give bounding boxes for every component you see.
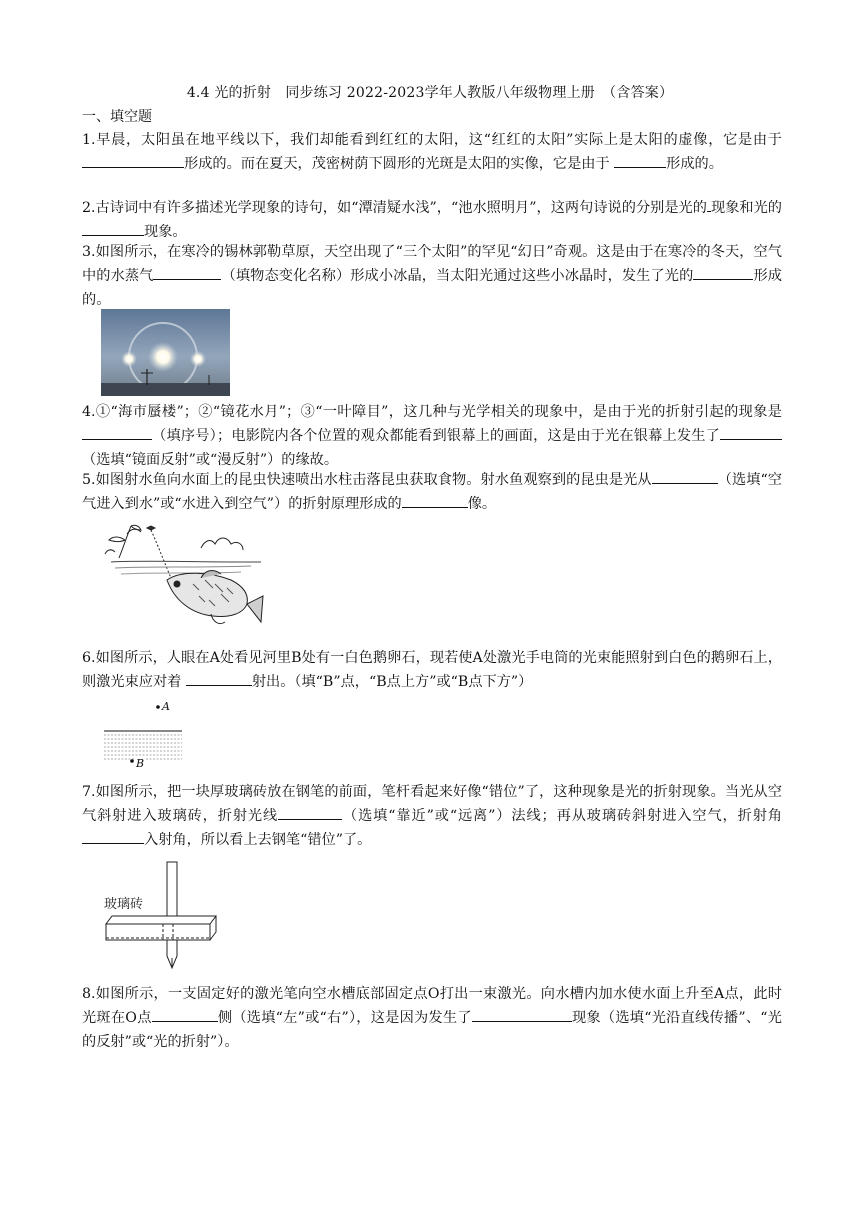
question-7-text-c: 入射角，所以看上去钢笔“错位”了。 [144,832,372,848]
question-8-blank-1[interactable] [152,1007,218,1022]
question-5 [82,468,782,516]
glass-brick-figure [100,858,218,972]
question-5-text-c: 像。 [467,496,497,512]
question-4-text-b: （填序号）；电影院内各个位置的观众都能看到银幕上的画面，这是由于光在银幕上发生了 [152,428,720,444]
question-5-blank-1[interactable] [652,469,718,484]
question-1-blank-2[interactable] [614,153,666,168]
question-5-text-a: 5.如图射水鱼向水面上的昆虫快速喷出水柱击落昆虫获取食物。射水鱼观察到的昆虫是光从 [82,472,652,488]
sun-dog-photo [101,309,230,396]
question-6 [82,646,782,694]
question-4-blank-2[interactable] [720,425,782,440]
question-3-text-a: 3.如图所示，在寒冷的锡林郭勒草原，天空出现了“三个太阳”的罕见“幻日”奇观。这是由于在寒冷的冬天，空气中的水蒸气 [82,244,782,284]
question-4-text-a: 4.①“海市蜃楼”；②“镜花水月”；③“一叶障目”，这几种与光学相关的现象中，是由于光的折射引起的现象是 [82,404,782,420]
question-2-blank-2[interactable] [82,221,144,236]
question-8-text-c: 现象（选填“光沿直线传播”、“光的反射”或“光的折射”）。 [82,1010,782,1050]
question-7-text-a: 7.如图所示，把一块厚玻璃砖放在钢笔的前面，笔杆看起来好像“错位”了，这种现象是光的折射现象。当光从空气斜射进入玻璃砖，折射光线 [82,784,782,824]
question-1-blank-1[interactable] [82,153,184,168]
question-3-blank-2[interactable] [693,265,753,280]
question-7-text-b: （选填“靠近”或“远离”）法线；再从玻璃砖斜射进入空气，折射角 [342,808,782,824]
question-7-blank-1[interactable] [278,805,342,820]
glass-brick-label: 玻璃砖 [104,897,144,912]
document-title: 4.4 光的折射 同步练习 2022-2023学年人教版八年级物理上册 （含答案） [186,85,674,101]
section-heading: 一、填空题 [82,109,152,125]
question-4-blank-1[interactable] [82,425,152,440]
question-6-text-b: 射出。（填“B”点，“B点上方”或“B点下方”） [251,674,533,690]
archer-fish-figure [101,518,281,630]
point-b-label: B [136,757,145,769]
point-a-label: A [162,700,170,713]
question-6-blank-1[interactable] [186,671,252,686]
question-3-blank-1[interactable] [153,265,221,280]
question-2-text-a: 2.古诗词中有许多描述光学现象的诗句，如“潭清疑水浅”，“池水照明月”，这两句诗说的分别是光的 [82,200,707,216]
question-2 [82,196,782,244]
question-2-text-c: 现象。 [144,224,187,240]
question-4-text-c: （选填“镜面反射”或“漫反射”）的缘故。 [82,452,339,468]
question-3 [82,240,782,312]
question-5-blank-2[interactable] [402,493,468,508]
question-1-text-b: 形成的。而在夏天，茂密树荫下圆形的光斑是太阳的实像，它是由于 [184,156,615,172]
question-1 [82,128,782,176]
question-3-text-b: （填物态变化名称）形成小冰晶，当太阳光通过这些小冰晶时，发生了光的 [221,268,694,284]
question-1-text-c: 形成的。 [666,156,723,172]
question-8-blank-2[interactable] [472,1007,572,1022]
question-7-blank-2[interactable] [82,829,144,844]
question-3-text-c: 形成的。 [82,268,782,308]
question-7 [82,780,782,852]
question-8 [82,982,782,1054]
question-1-text-a: 1.早晨，太阳虽在地平线以下，我们却能看到红红的太阳，这“红红的太阳”实际上是太阳的虚像，它是由于 [82,132,782,148]
question-6-text-a: 6.如图所示，人眼在A处看见河里B处有一白色鹅卵石，现若使A处激光手电筒的光束能照射到白色的鹅卵石上，则激光束应对着 [82,650,782,690]
question-8-text-a: 8.如图所示，一支固定好的激光笔向空水槽底部固定点O打出一束激光。向水槽内加水使水面上升至A点，此时光斑在O点 [82,986,782,1026]
question-2-text-b: 现象和光的 [710,200,782,216]
question-4 [82,400,782,472]
question-8-text-b: 侧（选填“左”或“右”），这是因为发生了 [217,1010,472,1026]
river-ab-figure [102,697,184,769]
question-5-text-b: （选填“空气进入到水”或“水进入到空气”）的折射原理形成的 [82,472,782,512]
